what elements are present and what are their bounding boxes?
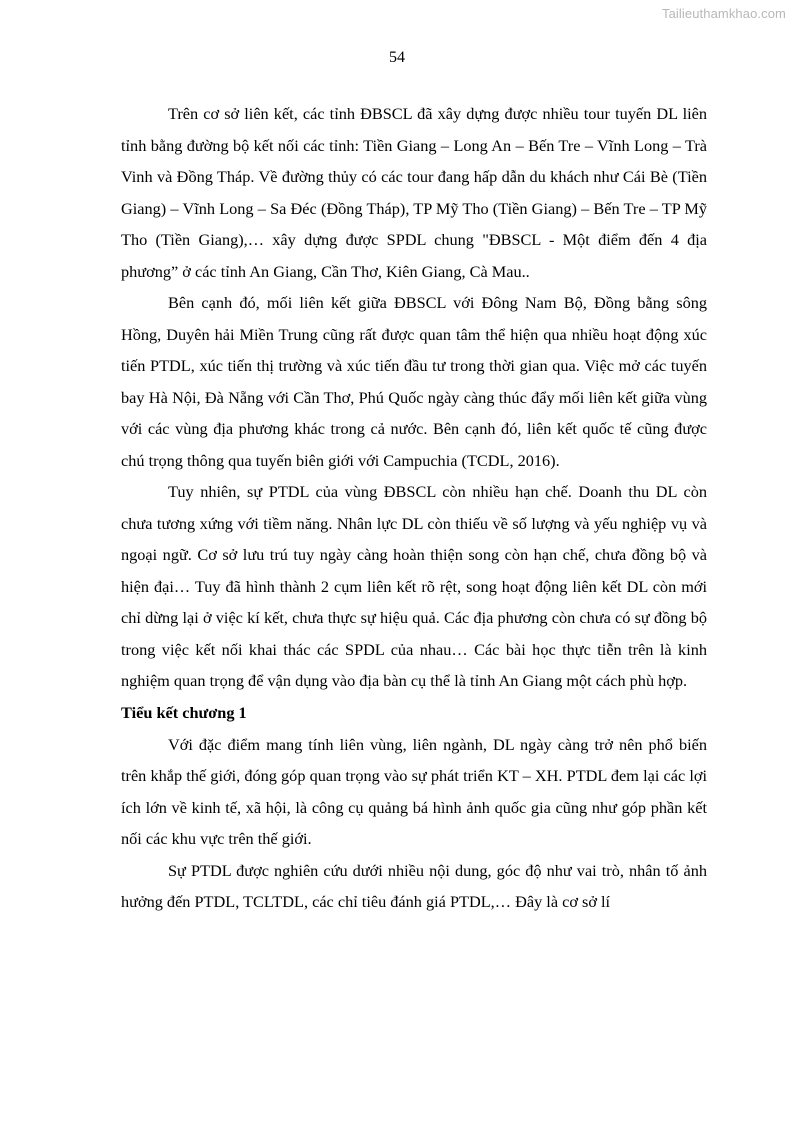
section-heading: Tiểu kết chương 1: [121, 702, 247, 722]
paragraph-summary-1: Với đặc điểm mang tính liên vùng, liên ngành, DL ngày càng trở nên phổ biến trên khắp thế giới, đóng góp quan trọng vào sự phát triển KT – XH. PTDL đem lại các lợi ích lớn về kinh tế, xã hội, là công cụ quảng bá hình ảnh quốc gia cũng như góp phần kết nối các khu vực trên thế giới.: [121, 734, 707, 848]
paragraph-tour-routes: Trên cơ sở liên kết, các tỉnh ĐBSCL đã xây dựng được nhiều tour tuyến DL liên tỉnh bằng đường bộ kết nối các tỉnh: Tiền Giang – Long An – Bến Tre – Vĩnh Long – Trà Vinh và Đồng Tháp. Về đường thủy có các tour đang hấp dẫn du khách như Cái Bè (Tiền Giang) – Vĩnh Long – Sa Đéc (Đồng Tháp), TP Mỹ Tho (Tiền Giang) – Bến Tre – TP Mỹ Tho (Tiền Giang),… xây dựng được SPDL chung "ĐBSCL - Một điểm đến 4 địa phương” ở các tỉnh An Giang, Cần Thơ, Kiên Giang, Cà Mau..: [121, 104, 707, 281]
watermark-text: Tailieuthamkhao.com: [661, 6, 786, 21]
page-number: 54: [389, 49, 405, 66]
paragraph-summary-2: Sự PTDL được nghiên cứu dưới nhiều nội dung, góc độ như vai trò, nhân tố ảnh hưởng đến PTDL, TCLTDL, các chỉ tiêu đánh giá PTDL,… Đây là cơ sở lí: [121, 860, 707, 911]
document-body: [121, 98, 707, 918]
paragraph-regional-links: Bên cạnh đó, mối liên kết giữa ĐBSCL với Đông Nam Bộ, Đồng bằng sông Hồng, Duyên hải Miền Trung cũng rất được quan tâm thể hiện qua nhiều hoạt động xúc tiến PTDL, xúc tiến thị trường và xúc tiến đầu tư trong thời gian qua. Việc mở các tuyến bay Hà Nội, Đà Nẵng với Cần Thơ, Phú Quốc ngày càng thúc đẩy mối liên kết giữa vùng với các vùng địa phương khác trong cả nước. Bên cạnh đó, liên kết quốc tế cũng được chú trọng thông qua tuyến biên giới với Campuchia (TCDL, 2016).: [121, 293, 707, 470]
paragraph-limitations: Tuy nhiên, sự PTDL của vùng ĐBSCL còn nhiều hạn chế. Doanh thu DL còn chưa tương xứng với tiềm năng. Nhân lực DL còn thiếu về số lượng và yếu nghiệp vụ và ngoại ngữ. Cơ sở lưu trú tuy ngày càng hoàn thiện song còn hạn chế, chưa đồng bộ và hiện đại… Tuy đã hình thành 2 cụm liên kết rõ rệt, song hoạt động liên kết DL còn mới chỉ dừng lại ở việc kí kết, chưa thực sự hiệu quả. Các địa phương còn chưa có sự đồng bộ trong việc kết nối khai thác các SPDL của nhau… Các bài học thực tiễn trên là kinh nghiệm quan trọng để vận dụng vào địa bàn cụ thể là tỉnh An Giang một cách phù hợp.: [121, 482, 707, 690]
